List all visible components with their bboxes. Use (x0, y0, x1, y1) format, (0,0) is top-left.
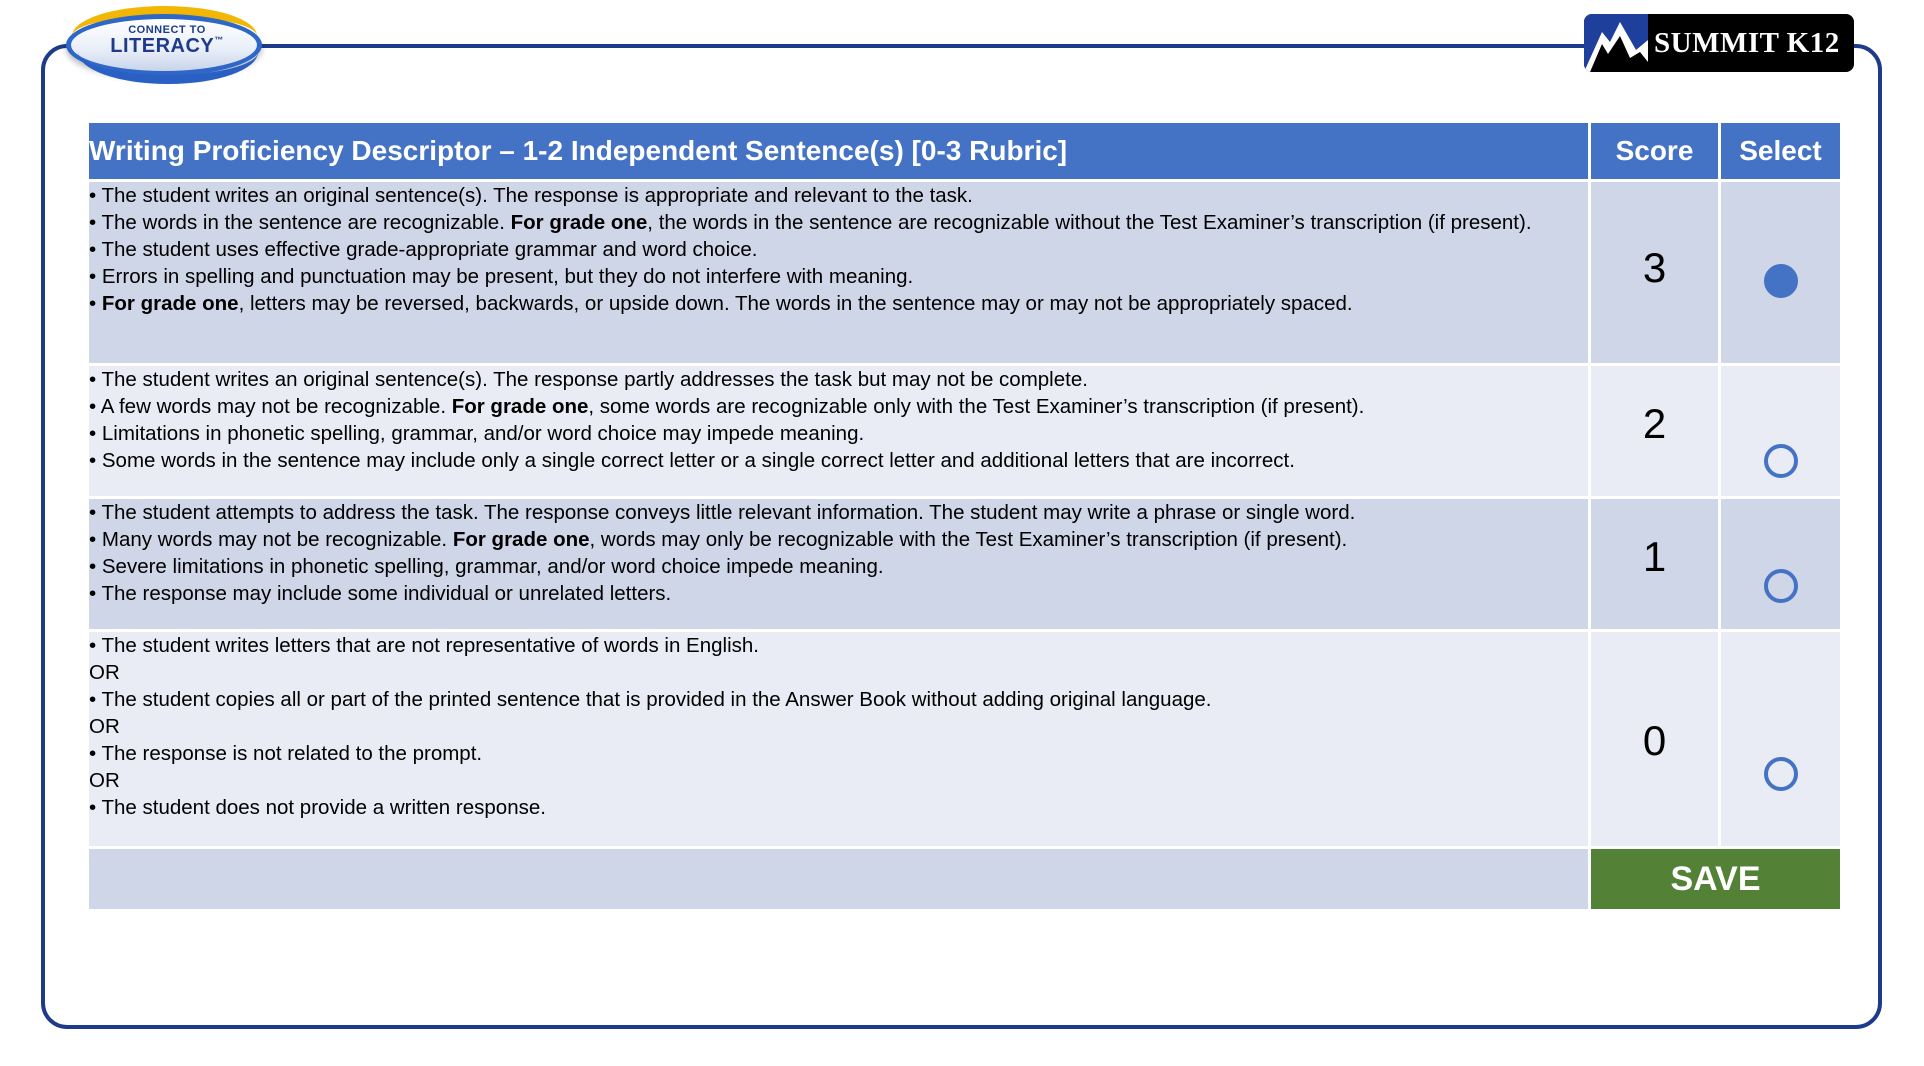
mountain-icon (1584, 14, 1648, 72)
text-segment: • Some words in the sentence may include only a single correct letter or a single correct letter and additional letters that are incorrect. (89, 449, 1295, 472)
descriptor-line (89, 182, 1588, 209)
text-segment: OR (89, 769, 120, 792)
text-segment: • Severe limitations in phonetic spelling, grammar, and/or word choice impede meaning. (89, 555, 884, 578)
connect-to-literacy-logo (62, 4, 272, 90)
text-segment: • The response is not related to the prompt. (89, 742, 483, 765)
select-cell (1720, 498, 1842, 631)
select-cell (1720, 365, 1842, 498)
score-3-radio[interactable] (1764, 264, 1798, 298)
descriptor-line (89, 580, 1588, 607)
text-segment: • The student writes an original sentence(s). The response partly addresses the task but may not be complete. (89, 368, 1088, 391)
bold-phrase: For grade one (510, 211, 648, 234)
descriptor-line (89, 686, 1588, 713)
rubric-row-score-3 (88, 181, 1842, 365)
rubric-row-score-1 (88, 498, 1842, 631)
descriptor-line (89, 393, 1588, 420)
descriptor-line (89, 209, 1588, 236)
descriptor-line (89, 447, 1588, 474)
score-cell (1590, 498, 1720, 631)
text-segment: • Limitations in phonetic spelling, grammar, and/or word choice may impede meaning. (89, 422, 865, 445)
text-segment: OR (89, 661, 120, 684)
logo-big-text: LITERACY™ (110, 35, 224, 57)
text-segment: , the words in the sentence are recognizable without the Test Examiner’s transcription (if present). (647, 211, 1532, 234)
score-cell (1590, 631, 1720, 848)
descriptor-line (89, 794, 1588, 821)
text-segment: • The response may include some individual or unrelated letters. (89, 582, 672, 605)
descriptor-line (89, 632, 1588, 659)
text-segment: , words may only be recognizable with the Test Examiner’s transcription (if present). (589, 528, 1348, 551)
text-segment: • The student copies all or part of the printed sentence that is provided in the Answer Book without adding original language. (89, 688, 1212, 711)
footer-blank-cell (88, 848, 1590, 911)
save-button[interactable]: SAVE (1590, 848, 1842, 911)
descriptor-cell (88, 631, 1590, 848)
score-value: 2 (1642, 400, 1667, 447)
text-segment: • The student attempts to address the task. The response conveys little relevant information. The student may write a phrase or single word. (89, 501, 1356, 524)
score-cell (1590, 181, 1720, 365)
logo-small-text: CONNECT TO (128, 24, 206, 36)
descriptor-line (89, 366, 1588, 393)
score-1-radio[interactable] (1764, 569, 1798, 603)
rubric-row-score-2 (88, 365, 1842, 498)
descriptor-line (89, 290, 1588, 317)
bold-phrase: For grade one (451, 395, 589, 418)
text-segment: • (89, 292, 102, 315)
summit-k12-text: SUMMIT K12 (1654, 27, 1840, 59)
rubric-table (86, 120, 1843, 912)
text-segment: • The student writes an original sentence(s). The response is appropriate and relevant to the task. (89, 184, 973, 207)
descriptor-line (89, 420, 1588, 447)
text-segment: • Many words may not be recognizable. (89, 528, 453, 551)
descriptor-cell (88, 365, 1590, 498)
score-value: 1 (1642, 533, 1667, 580)
text-segment: , letters may be reversed, backwards, or upside down. The words in the sentence may or may not be appropriately spaced. (238, 292, 1353, 315)
descriptor-line (89, 236, 1588, 263)
descriptor-line (89, 526, 1588, 553)
bold-phrase: For grade one (101, 292, 239, 315)
select-cell (1720, 181, 1842, 365)
score-header: Score (1590, 122, 1720, 181)
table-header-row (88, 122, 1842, 181)
descriptor-line (89, 767, 1588, 794)
text-segment: • The words in the sentence are recognizable. (89, 211, 511, 234)
text-segment: OR (89, 715, 120, 738)
score-value: 0 (1642, 717, 1667, 764)
text-segment: • A few words may not be recognizable. (89, 395, 452, 418)
score-2-radio[interactable] (1764, 444, 1798, 478)
descriptor-line (89, 659, 1588, 686)
text-segment: • The student writes letters that are not representative of words in English. (89, 634, 759, 657)
descriptor-cell (88, 498, 1590, 631)
select-cell (1720, 631, 1842, 848)
descriptor-header: Writing Proficiency Descriptor – 1-2 Independent Sentence(s) [0-3 Rubric] (88, 122, 1590, 181)
score-value: 3 (1642, 244, 1667, 291)
descriptor-line (89, 263, 1588, 290)
score-0-radio[interactable] (1764, 757, 1798, 791)
score-cell (1590, 365, 1720, 498)
descriptor-line (89, 713, 1588, 740)
table-footer-row (88, 848, 1842, 911)
bold-phrase: For grade one (452, 528, 590, 551)
text-segment: • The student does not provide a written response. (89, 796, 546, 819)
descriptor-line (89, 553, 1588, 580)
descriptor-cell (88, 181, 1590, 365)
text-segment: , some words are recognizable only with the Test Examiner’s transcription (if present). (588, 395, 1365, 418)
summit-k12-logo (1584, 14, 1854, 72)
descriptor-line (89, 499, 1588, 526)
descriptor-line (89, 740, 1588, 767)
text-segment: • Errors in spelling and punctuation may be present, but they do not interfere with meaning. (89, 265, 914, 288)
rubric-row-score-0 (88, 631, 1842, 848)
text-segment: • The student uses effective grade-appropriate grammar and word choice. (89, 238, 758, 261)
select-header: Select (1720, 122, 1842, 181)
